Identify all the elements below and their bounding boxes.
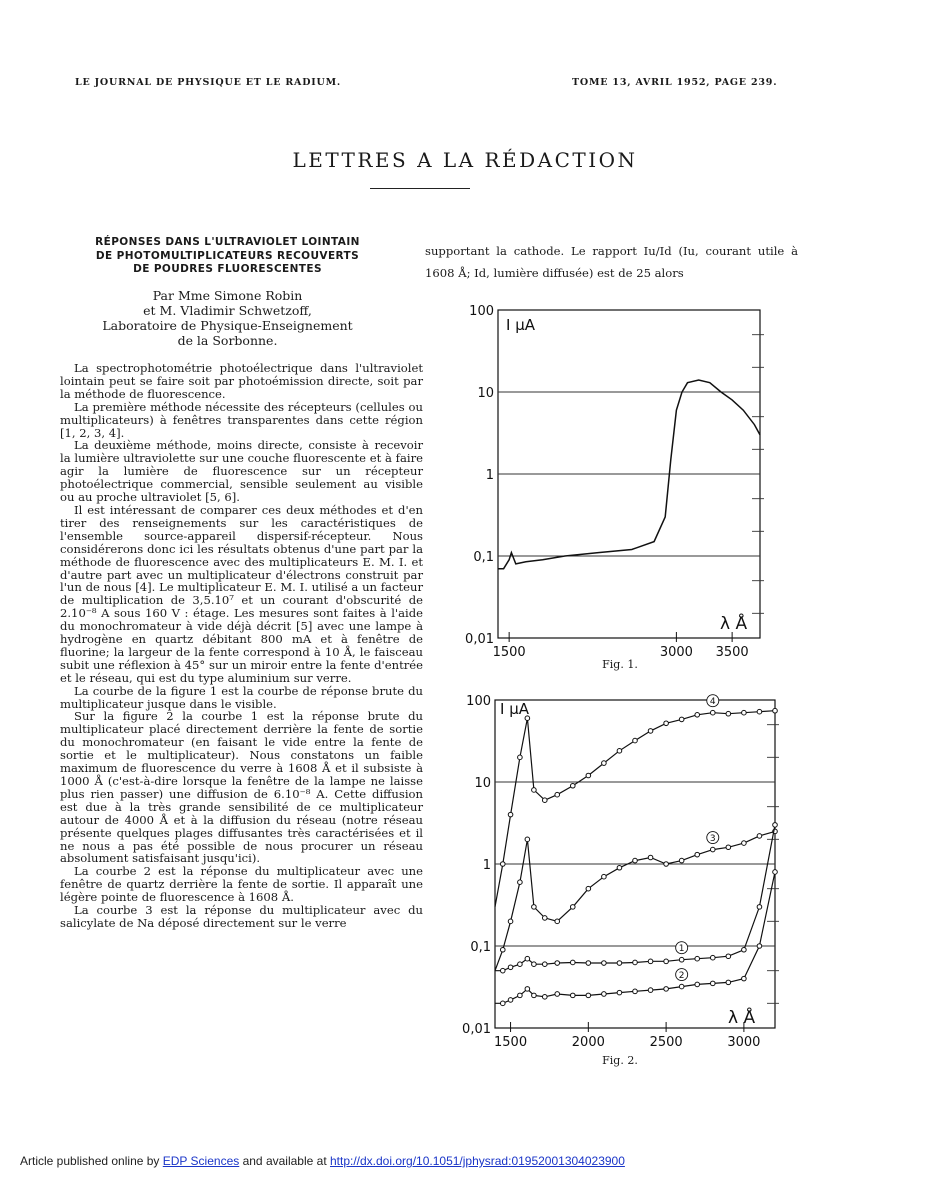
curve-4-point [633,738,638,743]
curve-2 [495,872,775,1003]
footer-middle: and available at [239,1154,330,1168]
curve-2-point [542,995,547,1000]
curve-4-point [532,788,537,793]
curve-1-point [695,956,700,961]
curve-4-point [570,783,575,788]
curve-label-3: 3 [709,834,716,845]
x-tick-label: 3000 [727,1035,761,1050]
curve-3-point [695,852,700,857]
running-header-issue: TOME 13, AVRIL 1952, PAGE 239. [572,77,778,88]
curve-1-point [617,961,622,966]
curve-4-point [679,717,684,722]
curve-3-point [570,905,575,910]
curve-3-point [555,919,560,924]
fig1-gridlines [498,335,764,614]
curve-4-point [586,773,591,778]
curve-1-point [525,956,530,961]
curve-2-point [773,870,778,875]
curve-1-point [726,954,731,959]
curve-1 [495,825,775,971]
curve-3-point [500,947,505,952]
curve-2-point [648,988,653,993]
author-line: Par Mme Simone Robin [152,288,303,303]
body-left-column [60,362,423,930]
fig2-series-group [495,695,777,1006]
y-tick-label: 0,01 [465,632,494,647]
y-tick-label: 10 [474,776,491,791]
curve-2-point [508,998,513,1003]
curve-2-point [602,992,607,997]
curve-3-point [532,905,537,910]
curve-1-point [542,962,547,967]
curve-4-point [773,708,778,713]
y-tick-label: 0,1 [470,940,491,955]
article-title-line: DE PHOTOMULTIPLICATEURS RECOUVERTS [95,249,360,262]
curve-1-point [664,959,669,964]
curve-1-point [518,962,523,967]
curve-1-point [742,947,747,952]
curve-3-point [542,916,547,921]
curve-1-point [555,961,560,966]
x-tick-label: 2000 [571,1035,605,1050]
figure-2-caption: Fig. 2. [602,1054,638,1067]
curve-4-point [508,812,513,817]
y-tick-label: 100 [469,304,494,319]
curve-3-point [726,845,731,850]
curve-3-point [710,847,715,852]
affiliation-line: Laboratoire de Physique-Enseignement [102,318,353,333]
running-header-journal: LE JOURNAL DE PHYSIQUE ET LE RADIUM. [75,77,342,88]
curve-1-point [679,957,684,962]
fig2-x-label: λ Å [728,1008,756,1028]
paragraph: La deuxième méthode, moins directe, consiste à recevoir la lumière ultraviolette sur une couche fluorescente et à faire agir la lumière de fluorescence sur un récepteur photoélectrique commercial, sensible seulement au visible ou au proche ultraviolet [5, 6]. [60,438,423,505]
curve-3-point [633,858,638,863]
curve-2-point [532,993,537,998]
curve-4-point [710,710,715,715]
fig2-y-label: I μA [500,700,529,718]
curve-1-point [586,961,591,966]
y-tick-label: 100 [466,694,491,709]
curve-label-1: 1 [678,944,685,955]
affiliation-line: de la Sorbonne. [177,333,278,348]
y-tick-label: 0,1 [473,550,494,565]
curve-4-point [726,711,731,716]
curve-4-point [742,710,747,715]
paragraph: Il est intéressant de comparer ces deux méthodes et d'en tirer des renseignements sur les caractéristiques de l'ensemble source-appareil dispersif-récepteur. Nous considérerons donc ici les résultats obtenus d'une part par la méthode de fluorescence avec des multiplicateurs E. M. I. et d'autre part avec un multiplicateur d'électrons construit par l'un de nous [4]. Le multiplicateur E. M. I. utilisé a un facteur de multiplication de 3,5.10⁷ et un courant d'obscurité de 2.10⁻⁸ A sous 160 V : étage. Les mesures sont faites à l'aide du monochromateur à vide déjà décrit [5] avec une lampe à hydrogène en quartz débitant 800 mA et à fenêtre de fluorine; la largeur de la fente correspond à 10 Å, le faisceau subit une réflexion à 45° sur un miroir entre la fente d'entrée et le réseau, qui est du type aluminium sur verre. [60,502,423,685]
curve-4-point [518,755,523,760]
curve-4-point [500,862,505,867]
curve-2-point [679,984,684,989]
curve-2-point [710,981,715,986]
curve-1-point [648,959,653,964]
paragraph: La première méthode nécessite des récepteurs (cellules ou multiplicateurs) à fenêtres transparentes dans cette région [1, 2, 3, 4]. [60,399,423,440]
fig1-x-label: λ Å [720,614,748,634]
footer [20,1154,625,1168]
curve-3-point [586,886,591,891]
x-tick-label: 1500 [492,645,526,660]
curve-1-point [570,960,575,965]
paragraph: La courbe 3 est la réponse du multiplicateur avec du salicylate de Na déposé directement sur le verre [60,903,423,930]
curve-3-point [518,880,523,885]
y-tick-label: 10 [477,386,494,401]
curve-3-point [679,858,684,863]
x-tick-label: 3000 [659,645,693,660]
curve-3-point [602,874,607,879]
publisher-link[interactable]: EDP Sciences [162,1154,240,1168]
curve-1-point [500,968,505,973]
curve-4-point [602,761,607,766]
curve-3-point [525,837,530,842]
curve-label-4: 4 [709,697,716,708]
doi-link[interactable]: http://dx.doi.org/10.1051/jphysrad:01952001304023900 [329,1154,625,1168]
curve-1-point [602,961,607,966]
curve-3-point [757,834,762,839]
article-title-line: RÉPONSES DANS L'ULTRAVIOLET LOINTAIN [95,236,360,248]
curve-2-point [570,993,575,998]
curve-3-point [664,862,669,867]
figure-2-chart [440,686,790,1056]
paragraph: La courbe de la figure 1 est la courbe de réponse brute du multiplicateur jusque dans le visible. [60,683,423,711]
byline [60,288,395,348]
curve-3 [495,831,775,970]
figure-1-caption: Fig. 1. [602,658,638,671]
curve-4-point [664,721,669,726]
author-line: et M. Vladimir Schwetzoff, [143,303,312,318]
x-tick-label: 1500 [494,1035,528,1050]
fig2-x-ticks [494,1022,760,1050]
curve-2-point [617,990,622,995]
curve-2-point [757,944,762,949]
curve-1-point [532,962,537,967]
curve-2-point [500,1001,505,1006]
curve-2-point [586,993,591,998]
curve-4-point [617,749,622,754]
section-title: LETTRES A LA RÉDACTION [292,148,638,172]
curve-2-point [518,993,523,998]
curve-2-point [555,992,560,997]
curve-4-point [542,798,547,803]
curve-1-point [773,823,778,828]
curve-2-point [525,987,530,992]
body-right-text: supportant la cathode. Le rapport Iu/Id (Iu, courant utile à 1608 Å; Id, lumière diffusée) est de 25 alors [425,244,798,280]
curve-label-2: 2 [678,971,685,982]
article-title [60,236,395,277]
article-title-line: DE POUDRES FLUORESCENTES [133,263,322,275]
curve-4-point [757,709,762,714]
fig1-y-ticks [465,304,494,647]
curve-2-point [726,980,731,985]
x-tick-label: 3500 [715,645,749,660]
paragraph: Sur la figure 2 la courbe 1 est la réponse brute du multiplicateur placé directement derrière la fente de sortie du monochromateur (en faisant le vide entre la fente de sortie et le multiplicateur). Nous constatons un faible maximum de fluorescence du verre à 1608 Å et il subsiste à 1000 Å (c'est-à-dire lorsque la fenêtre de la lampe ne laisse plus rien passer) une diffusion de 6.10⁻⁸ A. Cette diffusion est due à la très grande sensibilité de ce multiplicateur autour de 4000 Å et à la diffusion du réseau (notre réseau présente quelques plages diffusantes très caractérisées et il ne nous a pas été possible de nous procurer un réseau absolument satisfaisant jusqu'ici). [60,709,423,866]
curve-3-point [742,841,747,846]
y-tick-label: 1 [485,468,494,483]
y-tick-label: 0,01 [462,1022,491,1037]
y-tick-label: 1 [482,858,491,873]
fig2-y-ticks [462,694,491,1037]
title-rule [370,188,470,189]
curve-2-point [695,982,700,987]
fig1-x-ticks [493,632,749,660]
curve-1-point [757,905,762,910]
fig1-y-label: I μA [506,316,535,334]
curve-1-point [710,955,715,960]
curve-2-point [633,989,638,994]
paragraph: La spectrophotométrie photoélectrique dans l'ultraviolet lointain peut se faire soit par photoémission directe, soit par la méthode de fluorescence. [60,361,423,401]
x-tick-label: 2500 [649,1035,683,1050]
curve-3-point [648,855,653,860]
curve-3-point [617,865,622,870]
paragraph: La courbe 2 est la réponse du multiplicateur avec une fenêtre de quartz derrière la fente de sortie. Il apparaît une légère pointe de fluorescence à 1608 Å. [60,864,423,905]
curve-1-point [508,965,513,970]
curve-2-point [742,976,747,981]
figure-1-chart [440,302,790,660]
curve-4-point [648,729,653,734]
curve-1-point [633,960,638,965]
curve-4-point [695,712,700,717]
curve-3-point [508,919,513,924]
footer-prefix: Article published online by [20,1154,163,1168]
curve-4-point [555,792,560,797]
curve-2-point [664,987,669,992]
